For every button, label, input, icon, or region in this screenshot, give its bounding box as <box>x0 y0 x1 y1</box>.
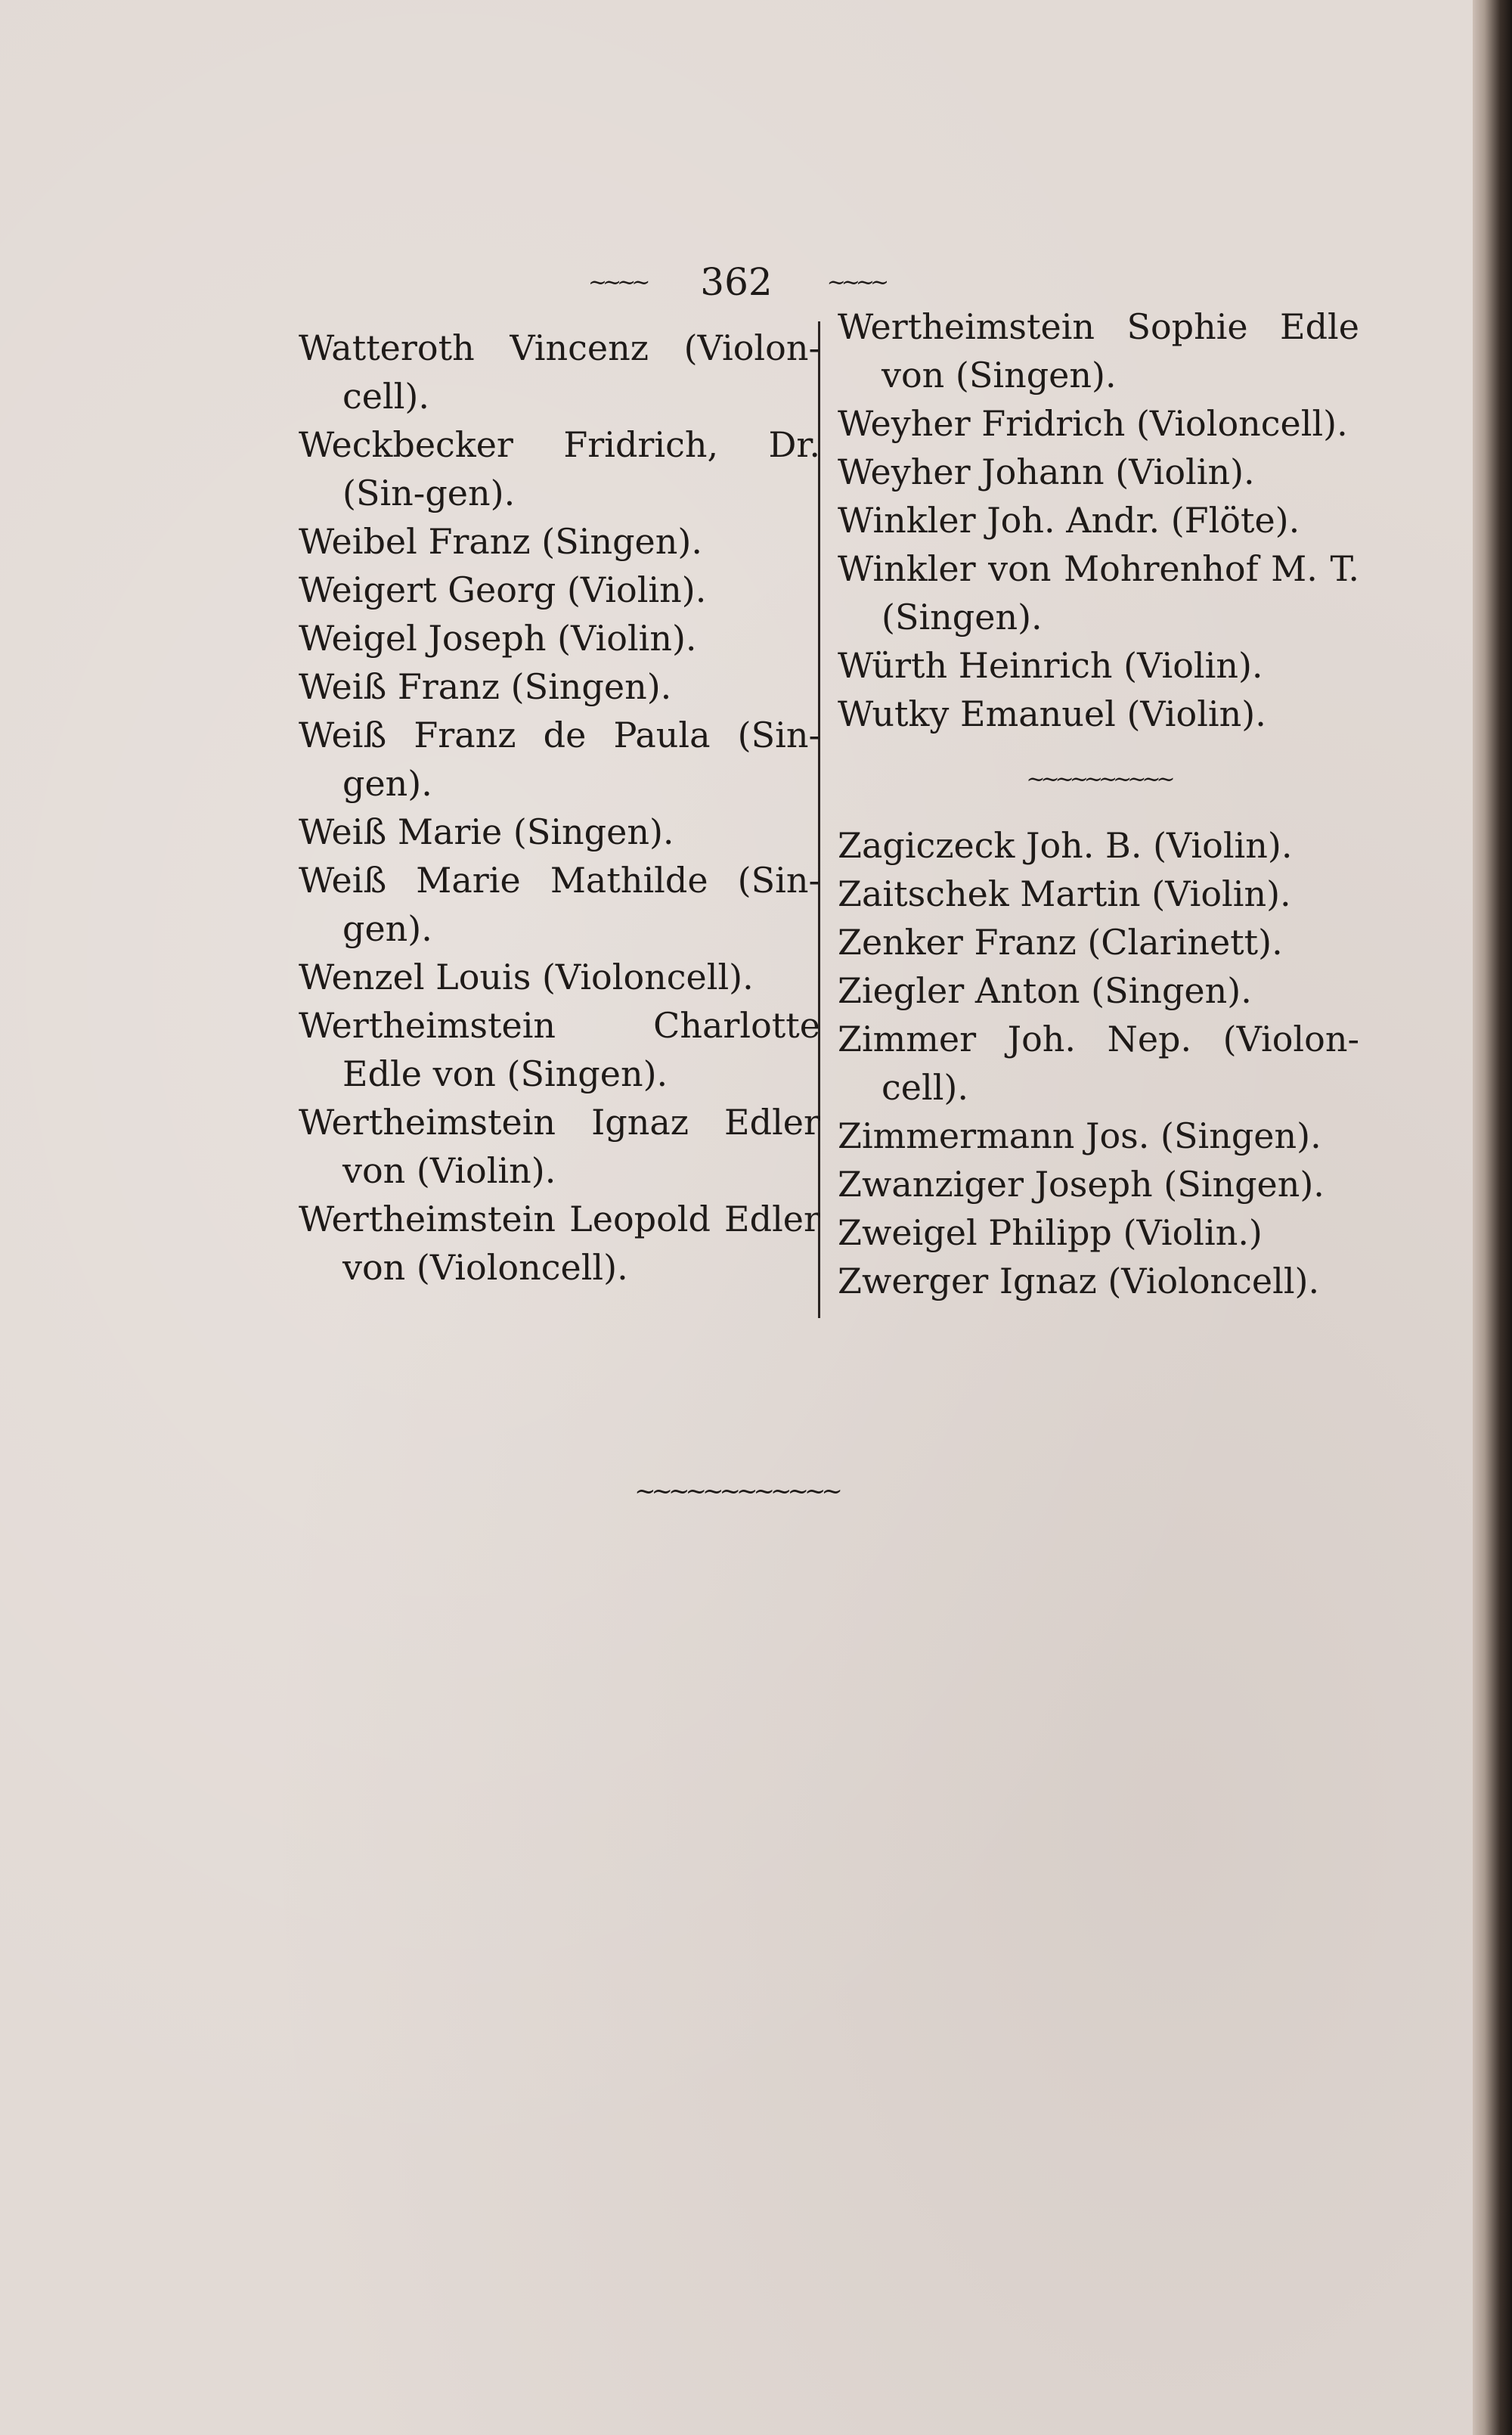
list-item: Würth Heinrich (Violin). <box>838 645 1263 686</box>
list-item: Wutky Emanuel (Violin). <box>838 693 1266 734</box>
section-ornament: ~~~~~~~~~~ <box>1026 766 1171 793</box>
list-item: Weibel Franz (Singen). <box>299 521 702 562</box>
list-item: Zaitschek Martin (Violin). <box>838 873 1291 914</box>
list-item: Weiß Franz de Paula (Sin-gen). <box>299 715 820 804</box>
end-ornament: ~~~~~~~~~~~~ <box>634 1476 838 1506</box>
page-header <box>0 257 1473 304</box>
list-item: Wertheimstein Ignaz Edler von (Violin). <box>299 1102 820 1191</box>
list-item: Wenzel Louis (Violoncell). <box>299 957 754 997</box>
list-item: Zenker Franz (Clarinett). <box>838 922 1283 963</box>
list-item: Winkler von Mohrenhof M. T. (Singen). <box>838 548 1359 637</box>
list-item: Weiß Marie (Singen). <box>299 811 674 852</box>
list-item: Zagiczeck Joh. B. (Violin). <box>838 825 1293 866</box>
page-edge <box>1473 0 1512 2435</box>
list-item: Weckbecker Fridrich, Dr. (Sin-gen). <box>299 424 820 513</box>
list-item: Zwerger Ignaz (Violoncell). <box>838 1261 1320 1301</box>
list-item: Watteroth Vincenz (Violon-cell). <box>299 327 820 417</box>
list-item: Zimmermann Jos. (Singen). <box>838 1115 1321 1156</box>
right-column <box>838 302 1359 1305</box>
list-item: Zweigel Philipp (Violin.) <box>838 1212 1263 1253</box>
list-item: Wertheimstein Leopold Edler von (Violoncell). <box>299 1199 820 1288</box>
list-item: Weigel Joseph (Violin). <box>299 618 697 659</box>
list-item: Wertheimstein Charlotte Edle von (Singen). <box>299 1005 820 1094</box>
list-item: Weyher Johann (Violin). <box>838 451 1255 492</box>
header-ornament-right: ~~~~ <box>826 268 885 296</box>
left-column <box>299 324 820 1292</box>
list-item: Weiß Franz (Singen). <box>299 666 672 707</box>
list-item: Winkler Joh. Andr. (Flöte). <box>838 500 1300 541</box>
list-item: Weyher Fridrich (Violoncell). <box>838 403 1348 444</box>
page-number: 362 <box>700 260 773 304</box>
list-item: Weiß Marie Mathilde (Sin-gen). <box>299 860 820 949</box>
list-item: Weigert Georg (Violin). <box>299 569 707 610</box>
header-ornament-left: ~~~~ <box>587 268 646 296</box>
list-item: Zwanziger Joseph (Singen). <box>838 1164 1325 1205</box>
list-item: Zimmer Joh. Nep. (Violon-cell). <box>838 1019 1359 1108</box>
list-item: Wertheimstein Sophie Edle von (Singen). <box>838 306 1359 395</box>
list-item: Ziegler Anton (Singen). <box>838 970 1252 1011</box>
